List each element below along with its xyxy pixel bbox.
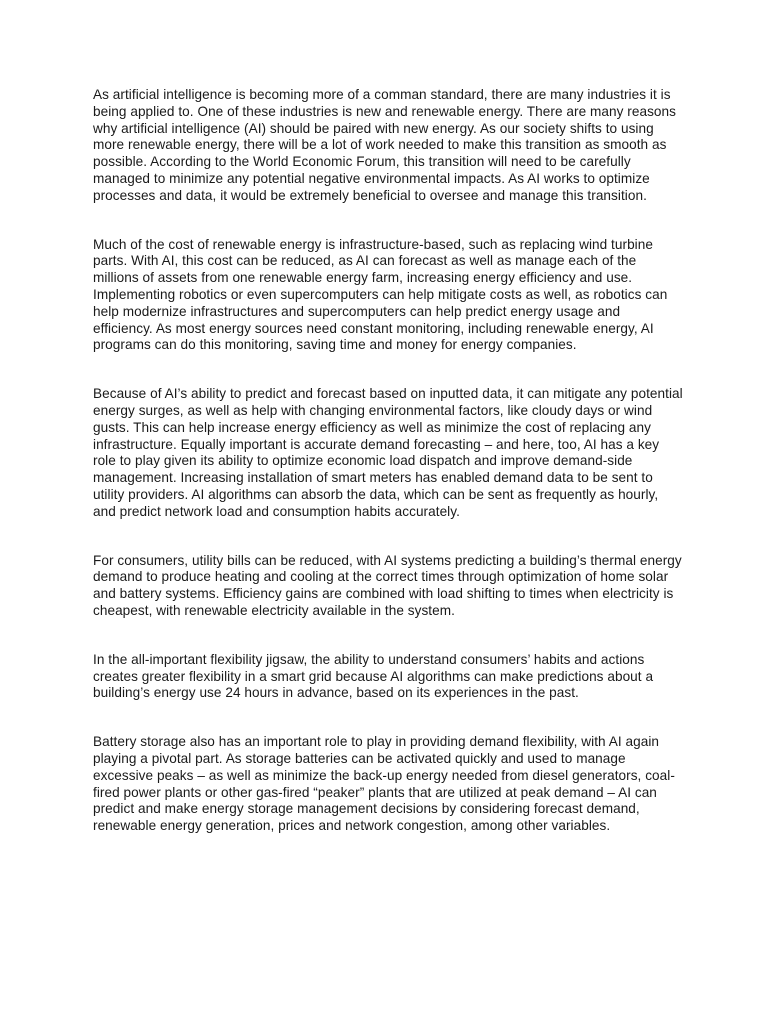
paragraph-5: In the all-important flexibility jigsaw, the ability to understand consumers’ habits and actions creates greater flexibility in a smart grid because AI algorithms can make predictions about a building’s energy use 24 hours in advance, based on its experiences in the past. — [93, 651, 654, 701]
paragraph-6: Battery storage also has an important role to play in providing demand flexibility, with AI again playing a pivotal part. As storage batteries can be activated quickly and used to manage excessive peaks – as well as minimize the back-up energy needed from diesel generators, coal-fired power plants or other gas-fired “peaker” plants that are utilized at peak demand – AI can predict and make energy storage management decisions by considering forecast demand, renewable energy generation, prices and network congestion, among other variables. — [93, 734, 675, 834]
paragraph-2: Much of the cost of renewable energy is infrastructure-based, such as replacing wind turbine parts. With AI, this cost can be reduced, as AI can forecast as well as manage each of the millions of assets from one renewable energy farm, increasing energy efficiency and use. Implementing robotics or even supercomputers can help mitigate costs as well, as robotics can help modernize infrastructures and supercomputers can help predict energy usage and efficiency. As most energy sources need constant monitoring, including renewable energy, AI programs can do this monitoring, saving time and money for energy companies. — [93, 236, 668, 353]
paragraph-4: For consumers, utility bills can be reduced, with AI systems predicting a building’s thermal energy demand to produce heating and cooling at the correct times through optimization of home solar and battery systems. Efficiency gains are combined with load shifting to times when electricity is cheapest, with renewable electricity available in the system. — [93, 552, 682, 618]
paragraph-3: Because of AI’s ability to predict and forecast based on inputted data, it can mitigate any potential energy surges, as well as help with changing environmental factors, like cloudy days or wind gusts. This can help increase energy efficiency as well as minimize the cost of replacing any infrastructure. Equally important is accurate demand forecasting – and here, too, AI has a key role to play given its ability to optimize economic load dispatch and improve demand-side management. Increasing installation of smart meters has enabled demand data to be sent to utility providers. AI algorithms can absorb the data, which can be sent as frequently as hourly, and predict network load and consumption habits accurately. — [93, 386, 683, 519]
paragraph-1: As artificial intelligence is becoming more of a comman standard, there are many industries it is being applied to. One of these industries is new and renewable energy. There are many reasons why artificial intelligence (AI) should be paired with new energy. As our society shifts to using more renewable energy, there will be a lot of work needed to make this transition as smooth as possible. According to the World Economic Forum, this transition will need to be carefully managed to minimize any potential negative environmental impacts. As AI works to optimize processes and data, it would be extremely beneficial to oversee and manage this transition. — [93, 87, 676, 203]
document-body — [93, 87, 683, 835]
